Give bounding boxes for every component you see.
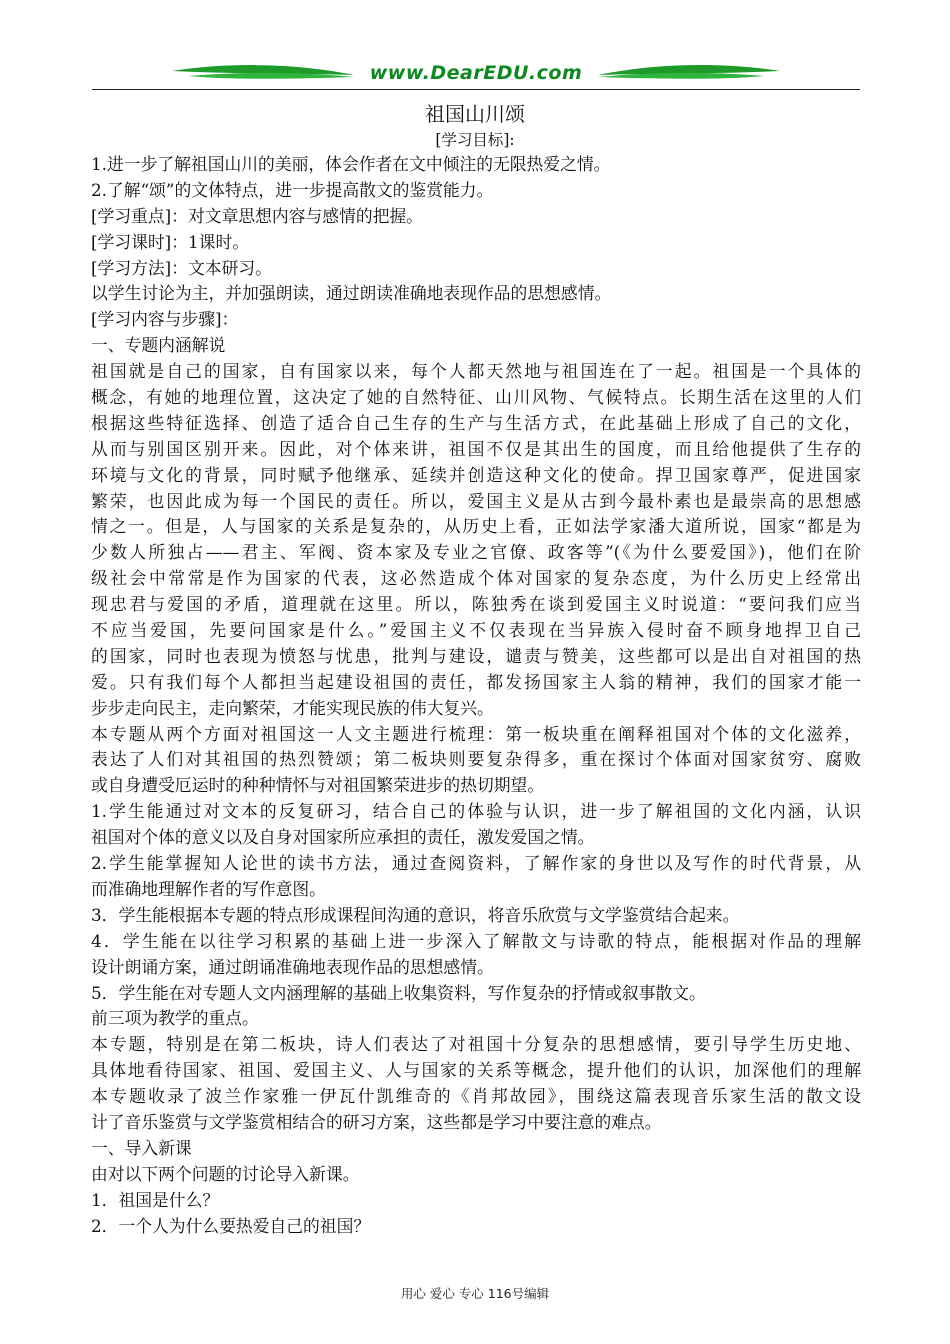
text-line: 表达了人们对其祖国的热烈赞颂；第二板块则要复杂得多，重在探讨个体面对国家贫穷、腐败 [91,749,861,770]
header-divider [92,89,860,90]
text-line: [学习课时]：1课时。 [91,231,250,252]
text-line: 的国家，同时也表现为愤怒与忧患，批判与建设，谴责与赞美，这些都可以是出自对祖国的热 [91,645,861,666]
text-line: 爱。只有我们每个人都担当起建设祖国的责任，都发扬国家主人翁的精神，我们的国家才能一 [91,671,861,692]
text-line: 根据这些特征选择、创造了适合自己生存的生产与生活方式，在此基础上形成了自己的文化， [91,412,861,433]
text-line: 由对以下两个问题的讨论导入新课。 [91,1163,360,1184]
text-line: 本专题从两个方面对祖国这一人文主题进行梳理：第一板块重在阐释祖国对个体的文化滋养， [91,723,861,744]
text-line: 一、专题内涵解说 [91,335,226,356]
text-line: [学习重点]：对文章思想内容与感情的把握。 [91,205,423,226]
text-line: 现忠君与爱国的矛盾，道理就在这里。所以，陈独秀在谈到爱国主义时说道：“要问我们应当 [91,594,861,615]
text-line: 以学生讨论为主，并加强朗读，通过朗读准确地表现作品的思想感情。 [91,283,612,304]
text-line: 概念，有她的地理位置，这决定了她的自然特征、山川风物、气候特点。长期生活在这里的人们 [91,387,861,408]
text-line: 2．一个人为什么要热爱自己的祖国？ [91,1215,371,1236]
site-logo-text: www.DearEDU.com [369,62,583,84]
document-subtitle: [学习目标]: [435,131,515,149]
text-line: [学习方法]：文本研习。 [91,257,272,278]
text-line: 5．学生能在对专题人文内涵理解的基础上收集资料，写作复杂的抒情或叙事散文。 [91,982,706,1003]
text-line: 或自身遭受厄运时的种种情怀与对祖国繁荣进步的热切期望。 [91,775,545,796]
document-body [91,152,861,1239]
page-footer: 用心 爱心 专心 116号编辑 [400,1286,550,1301]
text-line: 级社会中常常是作为国家的代表，这必然造成个体对国家的复杂态度，为什么历史上经常出 [91,568,861,589]
text-line: 1.学生能通过对文本的反复研习，结合自己的体验与认识，进一步了解祖国的文化内涵，认识 [91,801,861,822]
text-line: 4．学生能在以往学习积累的基础上进一步深入了解散文与诗歌的特点，能根据对作品的理解 [91,930,861,951]
text-line: 设计朗诵方案，通过朗诵准确地表现作品的思想感情。 [91,956,494,977]
text-line: 前三项为教学的重点。 [91,1008,259,1029]
text-line: 而准确地理解作者的写作意图。 [91,878,326,899]
text-line: 少数人所独占——君主、军阀、资本家及专业之官僚、政客等”(《为什么要爱国》)，他们在阶 [91,542,861,563]
text-line: 情之一。但是，人与国家的关系是复杂的，从历史上看，正如法学家潘大道所说，国家“都是为 [91,516,861,537]
text-line: 2.学生能掌握知人论世的读书方法，通过查阅资料，了解作家的身世以及写作的时代背景，从 [91,853,861,874]
text-line: 繁荣，也因此成为每一个国民的责任。所以，爱国主义是从古到今最朴素也是最崇高的思想感 [91,490,861,511]
text-line: [学习内容与步骤]： [91,309,239,330]
text-line: 祖国对个体的意义以及自身对国家所应承担的责任，激发爱国之情。 [91,827,595,848]
text-line: 步步走向民主，走向繁荣，才能实现民族的伟大复兴。 [91,697,494,718]
text-line: 祖国就是自己的国家，自有国家以来，每个人都天然地与祖国连在了一起。祖国是一个具体的 [91,361,861,382]
text-line: 1．祖国是什么？ [91,1189,220,1210]
page-header [92,58,860,92]
text-line: 一、导入新课 [91,1137,192,1158]
document-title: 祖国山川颂 [425,102,525,126]
text-line: 3．学生能根据本专题的特点形成课程间沟通的意识，将音乐欣赏与文学鉴赏结合起来。 [91,904,740,925]
text-line: 本专题，特别是在第二板块，诗人们表达了对祖国十分复杂的思想感情，要引导学生历史地、 [91,1034,861,1055]
text-line: 2.了解“颂”的文体特点，进一步提高散文的鉴赏能力。 [91,179,494,200]
text-line: 具体地看待国家、祖国、爱国主义、人与国家的关系等概念，提升他们的认识，加深他们的理解 [91,1060,861,1081]
text-line: 不应当爱国，先要问国家是什么。”爱国主义不仅表现在当异族入侵时奋不顾身地捍卫自己 [91,620,861,641]
text-line: 计了音乐鉴赏与文学鉴赏相结合的研习方案，这些都是学习中要注意的难点。 [91,1111,662,1132]
text-line: 本专题收录了波兰作家雅一伊瓦什凯维奇的《肖邦故园》，围绕这篇表现音乐家生活的散文设 [91,1086,861,1107]
text-line: 环境与文化的背景，同时赋予他继承、延续并创造这种文化的使命。捍卫国家尊严，促进国家 [91,464,861,485]
text-line: 从而与别国区别开来。因此，对个体来讲，祖国不仅是其出生的国度，而且给他提供了生存的 [91,438,861,459]
text-line: 1.进一步了解祖国山川的美丽，体会作者在文中倾注的无限热爱之情。 [91,154,611,174]
